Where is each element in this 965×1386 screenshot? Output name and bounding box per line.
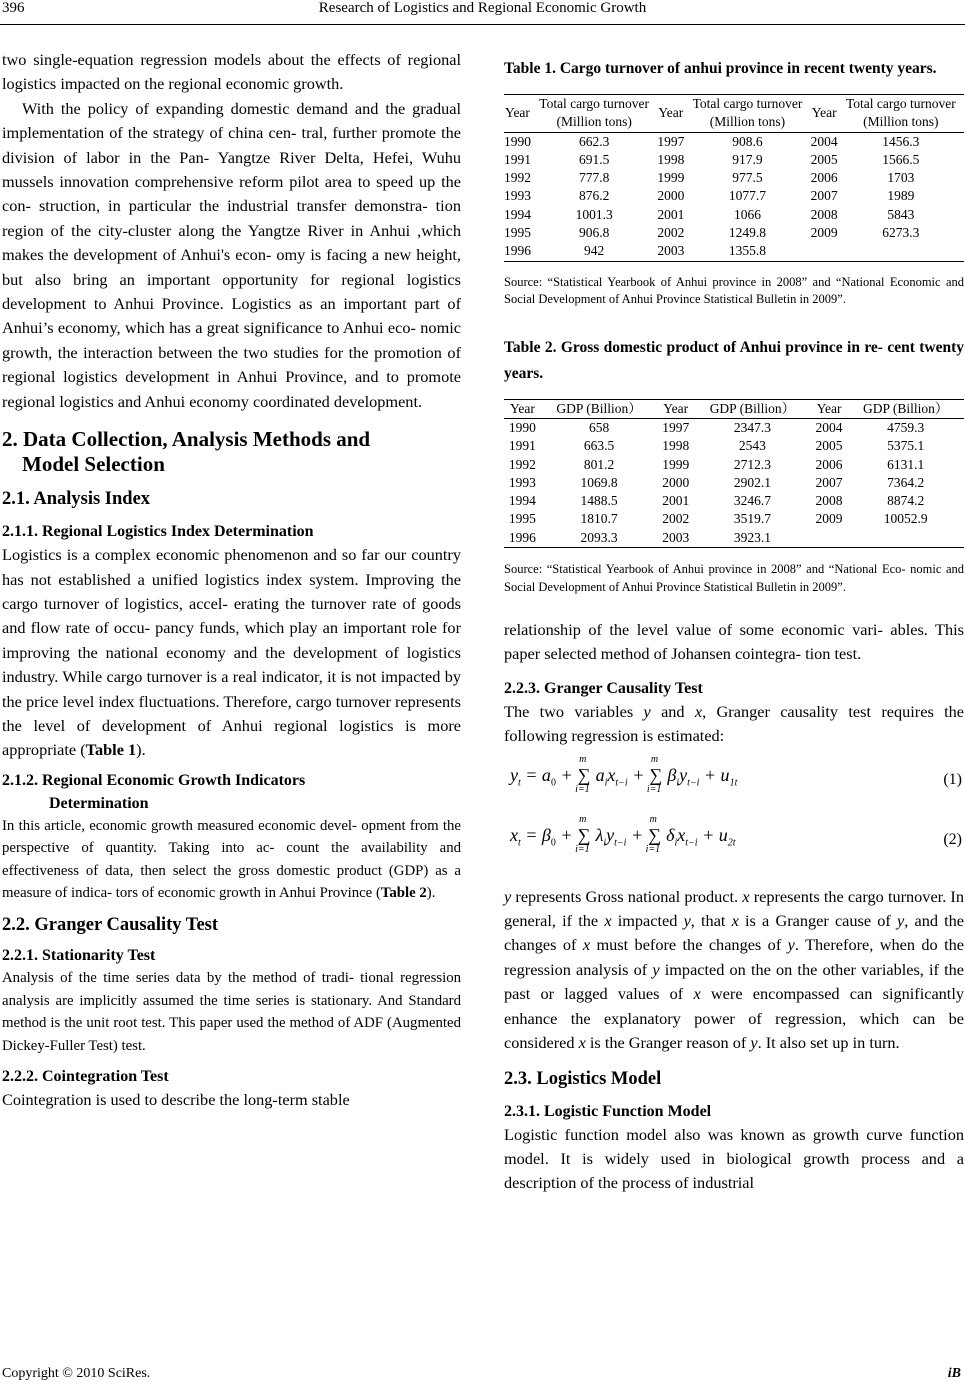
subsubsection-heading: 2.1.1. Regional Logistics Index Determination xyxy=(2,523,314,541)
subsubsection-heading: 2.2.2. Cointegration Test xyxy=(2,1068,169,1085)
table-row xyxy=(504,206,964,224)
section-heading: 2. Data Collection, Analysis Methods and Model Selection xyxy=(2,427,371,476)
table-cell: 2008 xyxy=(815,493,843,509)
table-row xyxy=(504,474,964,492)
column-header: Year xyxy=(816,400,842,416)
table-cell: 1703 xyxy=(887,170,915,186)
table-cell: 1077.7 xyxy=(728,188,767,204)
table-cell: 2001 xyxy=(657,206,685,222)
table-cell: 658 xyxy=(588,419,610,435)
paragraph: With the policy of expanding domestic demand and the gradual implementation of the strategy of china cen- tral, further promote the division of labor in the Pan- Yangtze River Delta, Hefei, Wuhu mussels innovation comprehensive reform pilot area to speed up the con- struction, in particular the industrial transfer demonstra- tion region of the city-cluster along the Yangtze River in Anhui ,which makes the development of Anhui's econ- omy is facing a new height, but also bring an important opportunity for regional logistics development to Anhui Province. Logistics as an important part of Anhui’s economy, which has a great significance to Anhui eco- nomic growth, the interaction between the two studies for the promotion of regional logistics development in Anhui Province, and to promote regional logistics and Anhui economy coordinated development. xyxy=(2,98,461,411)
table-cell: 2006 xyxy=(815,456,843,472)
table-cell: 777.8 xyxy=(578,170,610,186)
subsubsection-heading: 2.2.3. Granger Causality Test xyxy=(504,679,703,697)
table-cell: 876.2 xyxy=(578,188,610,204)
table-cell: 1990 xyxy=(504,133,531,149)
table-cell: 1810.7 xyxy=(580,511,618,527)
table-cell: 801.2 xyxy=(583,456,615,472)
table-cell: 1996 xyxy=(504,243,531,259)
table-row xyxy=(504,169,964,187)
table-cell: 6131.1 xyxy=(887,456,925,472)
journal-abbrev: iB xyxy=(947,1366,961,1381)
paragraph: Logistic function model also was known as growth curve function model. It is widely used in biological growth process and a description of the process of industrial xyxy=(504,1124,964,1193)
table-cell: 1993 xyxy=(504,188,531,204)
table-cell: 8874.2 xyxy=(887,493,925,509)
table-cell: 1998 xyxy=(662,438,690,454)
table-cell: 662.3 xyxy=(578,133,610,149)
table-cell: 2009 xyxy=(815,511,843,527)
table-cell: 1992 xyxy=(508,456,536,472)
table-row xyxy=(504,242,964,261)
table-cell: 2004 xyxy=(815,419,843,435)
table-reference[interactable]: Table 1 xyxy=(85,740,137,760)
table-cell: 2000 xyxy=(662,474,690,490)
equation-2: $x_t = \beta_0$ + ∑ m i=1 $\lambda_iy_{t-i}$ + ∑ m i=1 $\delta_ix_{t-i} + u_{2t}$ (2) xyxy=(510,813,962,855)
table-cell: 1249.8 xyxy=(728,225,767,241)
right-column xyxy=(504,56,964,1196)
table-cell: 2003 xyxy=(657,243,685,259)
table-cell: 1993 xyxy=(508,474,536,490)
table-cell: 1996 xyxy=(508,529,536,545)
table-caption: Table 2. Gross domestic product of Anhui province in re- cent twenty years. xyxy=(504,338,964,382)
table-cell: 1994 xyxy=(504,206,531,222)
table-cell: 2008 xyxy=(810,206,838,222)
column-header: Total cargo turnover (Million tons) xyxy=(845,96,956,130)
table-cell: 6273.3 xyxy=(882,225,920,241)
table-row xyxy=(504,456,964,474)
paragraph: Analysis of the time series data by the method of tradi- tional regression analysis are implicitly assumed the time series is stationary. And Standard method is the unit root test. This paper used the method of ADF (Augmented Dickey-Fuller Test) test. xyxy=(2,970,461,1054)
table-cell: 2002 xyxy=(657,225,685,241)
copyright: Copyright © 2010 SciRes. xyxy=(2,1366,151,1381)
table-cell: 1066 xyxy=(733,206,761,222)
table-cell: 906.8 xyxy=(578,225,610,241)
table-reference[interactable]: Table 2 xyxy=(380,884,427,901)
table-row xyxy=(504,529,964,548)
subsection-heading: 2.1. Analysis Index xyxy=(2,489,151,510)
table-cell: 1566.5 xyxy=(882,151,920,167)
table-cell: 2712.3 xyxy=(733,456,771,472)
table-row xyxy=(504,510,964,528)
table-cell: 1456.3 xyxy=(882,133,920,149)
table-row xyxy=(504,437,964,455)
table-row xyxy=(504,132,964,151)
column-header: Year xyxy=(505,105,530,121)
table-cell: 2005 xyxy=(815,438,843,454)
subsection-heading: 2.2. Granger Causality Test xyxy=(2,915,219,936)
table-row xyxy=(504,187,964,205)
table-cell: 1992 xyxy=(504,170,531,186)
table-cell: 2007 xyxy=(810,188,838,204)
table-cell: 2007 xyxy=(815,474,843,490)
table-cell: 2004 xyxy=(810,133,838,149)
table-cell xyxy=(811,242,838,261)
paragraph: In this article, economic growth measured economic devel- opment from the perspective of quantity. Taking into ac- count the availability and effectiveness of data, then select the gross domestic product (GDP) as a measure of indica- tors of economic growth in Anhui Province (Table 2). xyxy=(2,817,461,901)
subsubsection-heading: 2.3.1. Logistic Function Model xyxy=(504,1102,712,1120)
table-cell: 2006 xyxy=(810,170,838,186)
table-cell: 2093.3 xyxy=(580,529,618,545)
paragraph: two single-equation regression models about the effects of regional logistics impacted on the regional economic growth. xyxy=(2,50,461,94)
paragraph: The two variables y and x, Granger causality test requires the following regression is estimated: xyxy=(504,701,964,746)
table-cell: 1001.3 xyxy=(575,206,613,222)
paragraph: Cointegration is used to describe the long-term stable xyxy=(2,1090,350,1109)
table-cell: 2003 xyxy=(662,529,690,545)
table-cell: 5843 xyxy=(887,206,915,222)
table-cell xyxy=(811,529,848,548)
table-cell: 691.5 xyxy=(578,151,610,167)
table-cell: 10052.9 xyxy=(883,511,928,527)
column-header: Year xyxy=(509,400,535,416)
table-cell: 1998 xyxy=(657,151,685,167)
running-title: Research of Logistics and Regional Economic Growth xyxy=(318,0,647,16)
paragraph: y represents Gross national product. x represents the cargo turnover. In general, if the x impacted y, that x is a Granger cause of y, and the changes of x must before the changes of y. Therefore, when do the regression analysis of y impacted on the on the other variables, if the past or lagged values of x were encompassed can significantly enhance the explanatory power of regression, which can be considered x is the Granger reason of y. It also set up in turn. xyxy=(504,886,965,1053)
table-cell: 2000 xyxy=(657,188,685,204)
equation-1: $y_t = a_0$ + ∑ m i=1 $a_ix_{t-i}$ + ∑ m i=1 $\beta_iy_{t-i} + u_{1t}$ (1) xyxy=(510,753,962,795)
equation-number: (1) xyxy=(943,770,962,788)
table-cell xyxy=(847,529,964,548)
equation-number: (2) xyxy=(943,830,962,848)
table-cell: 1994 xyxy=(508,493,536,509)
table-cell: 2347.3 xyxy=(733,419,771,435)
table-cell: 2002 xyxy=(662,511,690,527)
table-cell: 1997 xyxy=(657,133,685,149)
table-cell: 2902.1 xyxy=(733,474,771,490)
table-cell: 663.5 xyxy=(583,438,615,454)
table-cell: 1355.8 xyxy=(728,243,767,259)
subsubsection-heading: 2.1.2. Regional Economic Growth Indicators Determination xyxy=(2,771,306,812)
table-cell: 2543 xyxy=(738,438,766,454)
table-cell: 1488.5 xyxy=(580,493,618,509)
left-column xyxy=(2,48,461,1112)
table-cell: 3246.7 xyxy=(733,493,771,509)
paragraph: relationship of the level value of some economic vari- ables. This paper selected method of Johansen cointegra- tion test. xyxy=(504,620,964,664)
column-header: GDP (Billion） xyxy=(709,400,796,416)
column-header: Year xyxy=(811,105,837,121)
table-cell: 3519.7 xyxy=(733,511,771,527)
column-header: Total cargo turnover (Million tons) xyxy=(692,96,803,130)
column-header: Total cargo turnover (Million tons) xyxy=(539,96,650,130)
table-row xyxy=(504,224,964,242)
table-cell: 4759.3 xyxy=(887,419,925,435)
subsection-heading: 2.3. Logistics Model xyxy=(504,1068,662,1089)
gdp-table xyxy=(504,399,964,548)
column-header: Year xyxy=(658,105,684,121)
table-cell: 1995 xyxy=(508,511,536,527)
column-header: Year xyxy=(663,400,689,416)
paragraph: Logistics is a complex economic phenomenon and so far our country has not established a unified logistics index system. Improving the cargo turnover of logistics, accel- erating the turnover rate of goods and flow rate of occu- pancy funds, which play an important role for improving the national economy and the development of logistics industry. While cargo turnover is a real indicator, it is not impacted by the price level index fluctuations. Therefore, cargo turnover represents the level of development of Anhui regional logistics is more appropriate (Table 1). xyxy=(2,545,461,760)
header-rule xyxy=(0,24,965,25)
table-cell: 977.5 xyxy=(732,170,763,186)
table-cell: 1069.8 xyxy=(580,474,618,490)
table-caption: Table 1. Cargo turnover of anhui province in recent twenty years. xyxy=(504,60,937,77)
table-cell xyxy=(838,242,964,261)
table-cell: 942 xyxy=(584,243,605,259)
table-cell: 1999 xyxy=(662,456,690,472)
table-cell: 1995 xyxy=(504,225,531,241)
table-row xyxy=(504,418,964,437)
table-cell: 3923.1 xyxy=(733,529,771,545)
table-cell: 1990 xyxy=(508,419,536,435)
table-cell: 908.6 xyxy=(732,133,763,149)
table-cell: 1991 xyxy=(508,438,536,454)
cargo-turnover-table xyxy=(504,94,964,262)
table-cell: 2009 xyxy=(810,225,838,241)
column-header: GDP (Billion） xyxy=(863,400,949,416)
table-cell: 2005 xyxy=(810,151,838,167)
page-header xyxy=(0,0,965,22)
table-cell: 1999 xyxy=(657,170,685,186)
table-cell: 917.9 xyxy=(732,151,763,167)
table-row xyxy=(504,492,964,510)
table-source: Source: “Statistical Yearbook of Anhui province in 2008” and “National Eco- nomic and Social Development of Anhui Province Statistical Bulletin in 2009”. xyxy=(504,562,964,594)
table-cell: 1997 xyxy=(662,419,690,435)
table-source: Source: “Statistical Yearbook of Anhui province in 2008” and “National Economic and Social Development of Anhui Province Statistical Bulletin in 2009”. xyxy=(504,274,964,307)
subsubsection-heading: 2.2.1. Stationarity Test xyxy=(2,947,156,965)
table-cell: 1991 xyxy=(504,151,531,167)
column-header: GDP (Billion） xyxy=(556,400,642,416)
table-cell: 1989 xyxy=(887,188,915,204)
table-row xyxy=(504,151,964,169)
table-cell: 5375.1 xyxy=(887,438,925,454)
page-number: 396 xyxy=(2,0,25,16)
table-cell: 2001 xyxy=(662,493,690,509)
table-cell: 7364.2 xyxy=(887,474,925,490)
